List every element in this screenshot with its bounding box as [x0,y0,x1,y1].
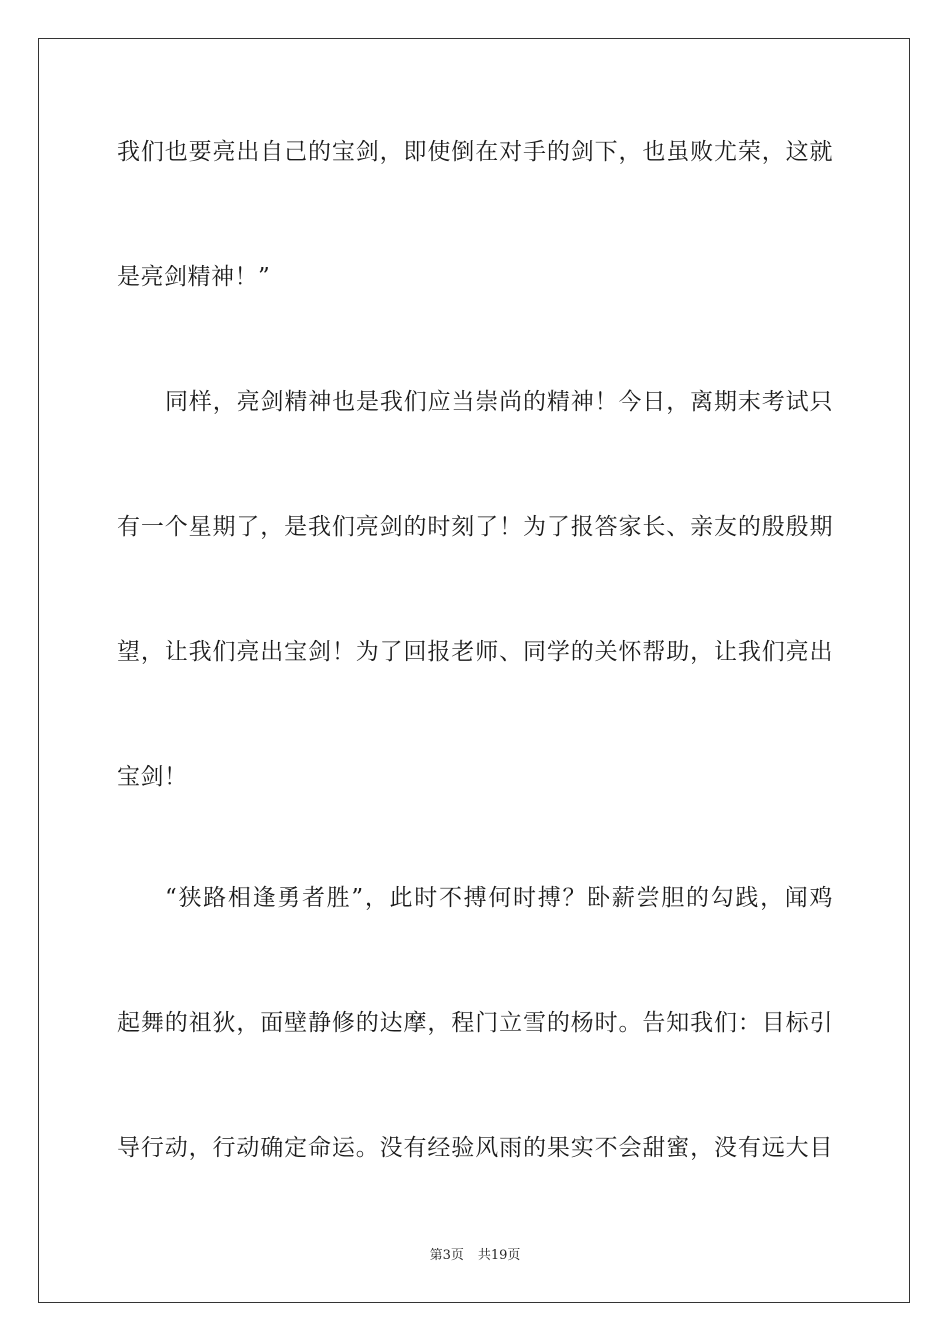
page-border [38,38,910,1303]
page-footer [0,1247,950,1265]
text-line-6: 宝剑！ [117,764,188,790]
text-line-9: 导行动，行动确定命运。没有经验风雨的果实不会甜蜜，没有远大目 [117,1135,833,1161]
text-line-7: “狭路相逢勇者胜”，此时不搏何时搏？卧薪尝胆的勾践，闻鸡 [165,885,833,911]
text-line-1: 我们也要亮出自己的宝剑，即使倒在对手的剑下，也虽败尤荣，这就 [117,139,833,165]
text-line-5: 望，让我们亮出宝剑！为了回报老师、同学的关怀帮助，让我们亮出 [117,639,833,665]
page-number: 第3页 [429,1248,464,1263]
text-line-8: 起舞的祖狄，面壁静修的达摩，程门立雪的杨时。告知我们：目标引 [117,1010,833,1036]
text-line-4: 有一个星期了，是我们亮剑的时刻了！为了报答家长、亲友的殷殷期 [117,514,833,540]
text-line-3: 同样，亮剑精神也是我们应当崇尚的精神！今日，离期末考试只 [165,389,833,415]
total-pages: 共19页 [477,1248,521,1263]
text-line-2: 是亮剑精神！” [117,264,271,290]
